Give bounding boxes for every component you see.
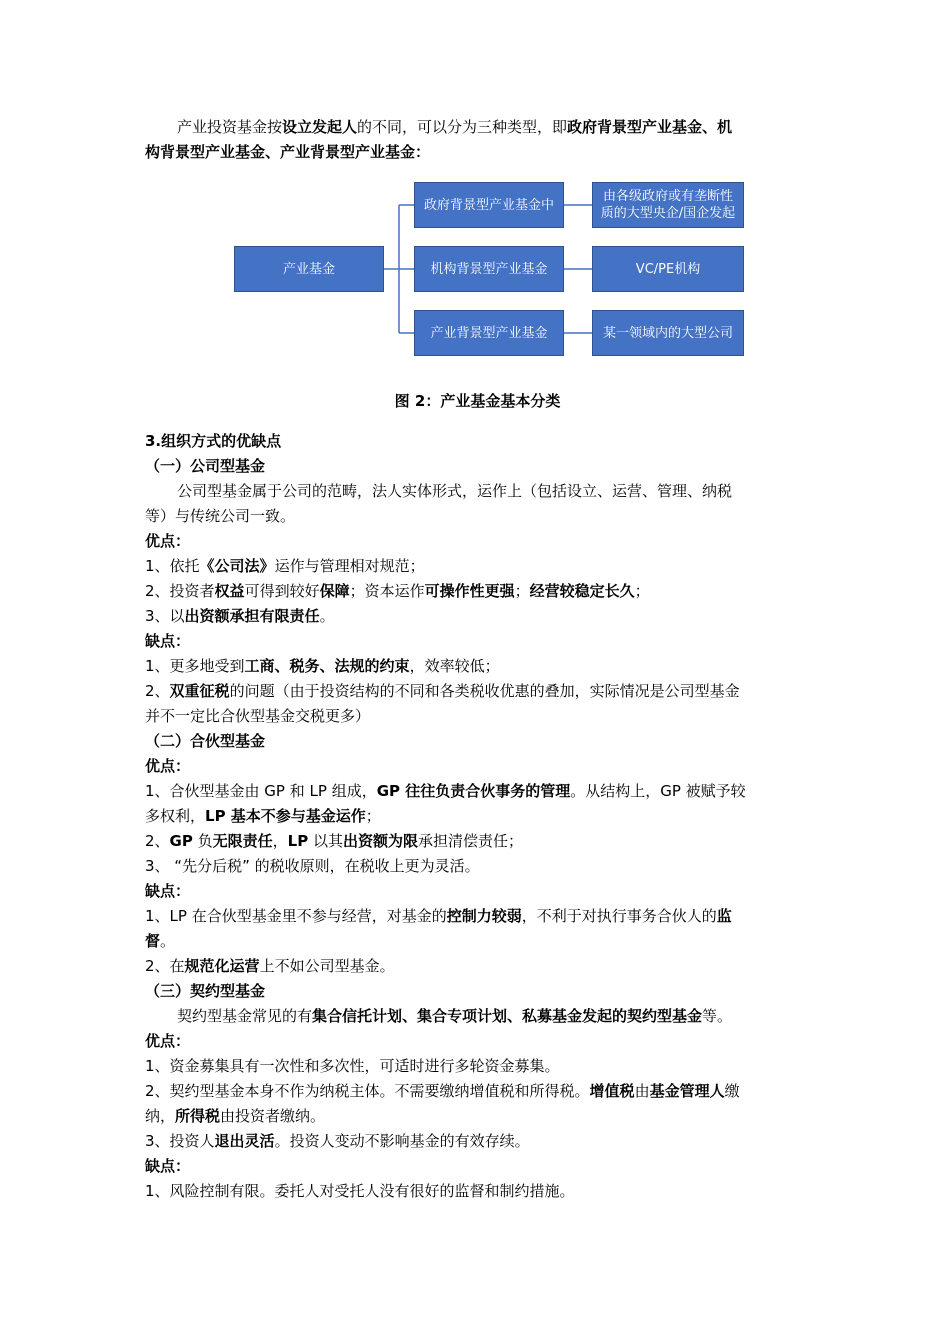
text: 运作与管理相对规范； [274, 557, 425, 575]
text: ； [514, 582, 530, 600]
cons-label: 缺点： [145, 1157, 191, 1175]
text: 的问题（由于投资结构的不同和各类税收优惠的叠加，实际情况是公司型基金 [229, 682, 740, 700]
cons-label: 缺点： [145, 882, 191, 900]
section-heading: 3.组织方式的优缺点 [145, 432, 282, 450]
pros-label: 优点： [145, 1032, 191, 1050]
text: 产业投资基金按 [177, 118, 283, 136]
text: 2、在 [145, 957, 185, 975]
list-item [145, 679, 810, 704]
text: 1、LP 在合伙型基金里不参与经营，对基金的 [145, 907, 447, 925]
text: 上不如公司型基金。 [259, 957, 395, 975]
right-box-government [592, 182, 744, 228]
bold-text: 退出灵活 [214, 1132, 275, 1150]
cons-label: 缺点： [145, 632, 191, 650]
text: 等。 [702, 1007, 733, 1025]
list-item [145, 554, 810, 579]
list-item [145, 904, 810, 929]
text: 1、合伙型基金由 GP 和 LP 组成， [145, 782, 377, 800]
bold-text: 出资额承担有限责任 [184, 607, 320, 625]
paragraph: 等）与传统公司一致。 [145, 507, 296, 525]
list-item [145, 829, 810, 854]
right-box-vcpe: VC/PE机构 [592, 246, 744, 292]
text: 由 [634, 1082, 650, 1100]
figure-caption: 图 2：产业基金基本分类 [394, 392, 561, 410]
text: 2、 [145, 682, 170, 700]
bold-text: 权益 [214, 582, 245, 600]
subsection-heading: （二）合伙型基金 [145, 732, 266, 750]
list-item [145, 954, 810, 979]
bold-text: 保障 [319, 582, 350, 600]
text: 多权利， [145, 807, 206, 825]
bold-text: 基金管理人 [649, 1082, 725, 1100]
text: 可得到较好 [244, 582, 320, 600]
list-item-cont [145, 804, 810, 829]
paragraph [145, 1004, 810, 1029]
bold-text: 督 [145, 932, 161, 950]
bold-text: 控制力较弱 [446, 907, 522, 925]
subsection-heading: （三）契约型基金 [145, 982, 266, 1000]
bold-text: LP 基本不参与基金运作 [205, 807, 366, 825]
text: 由投资者缴纳。 [220, 1107, 326, 1125]
bold-text: 《公司法》 [199, 557, 275, 575]
text: 。投资人变动不影响基金的有效存续。 [274, 1132, 530, 1150]
list-item-cont [145, 1104, 810, 1129]
bold-text: 集合信托计划、集合专项计划、私募基金发起的契约型基金 [312, 1007, 703, 1025]
mid-box-industry: 产业背景型产业基金 [414, 310, 564, 356]
text: 1、更多地受到 [145, 657, 245, 675]
text: 2、契约型基金本身不作为纳税主体。不需要缴纳增值税和所得税。 [145, 1082, 590, 1100]
bold-text: 所得税 [175, 1107, 221, 1125]
bold-text: 监 [716, 907, 732, 925]
bold-text: GP [169, 832, 193, 850]
paragraph: 公司型基金属于公司的范畴，法人实体形式，运作上（包括设立、运营、管理、纳税 [177, 482, 733, 500]
intro-paragraph [145, 115, 810, 140]
bold-text: 可操作性更强 [424, 582, 515, 600]
list-item [145, 1129, 810, 1154]
text: 。 [319, 607, 335, 625]
list-item [145, 1079, 810, 1104]
bold-text: 出资额为限 [343, 832, 419, 850]
text: 。 [160, 932, 176, 950]
text: 3、投资人 [145, 1132, 215, 1150]
text: 纳， [145, 1107, 176, 1125]
text: ；资本运作 [349, 582, 425, 600]
fund-classification-diagram [145, 177, 810, 387]
text: 承担清偿责任； [418, 832, 524, 850]
text: ，不利于对执行事务合伙人的 [521, 907, 717, 925]
bold-text: 工商、税务、法规的约束 [244, 657, 410, 675]
bold-text: 增值税 [589, 1082, 635, 1100]
bold-text: 规范化运营 [184, 957, 260, 975]
list-item-cont: 并不一定比合伙型基金交税更多） [145, 707, 371, 725]
pros-label: 优点： [145, 757, 191, 775]
document-page [145, 115, 810, 1204]
text: ； [365, 807, 381, 825]
text: 缴 [724, 1082, 740, 1100]
pros-label: 优点： [145, 532, 191, 550]
list-item [145, 604, 810, 629]
subsection-heading: （一）公司型基金 [145, 457, 266, 475]
text: 的不同，可以分为三种类型，即 [357, 118, 568, 136]
text: 2、投资者 [145, 582, 215, 600]
text: ， [272, 832, 288, 850]
box-line: 由各级政府或有垄断性 [602, 189, 733, 204]
intro-paragraph-cont: 构背景型产业基金、产业背景型产业基金： [145, 143, 431, 161]
list-item [145, 654, 810, 679]
root-box: 产业基金 [234, 246, 384, 292]
bold-text: 无限责任 [212, 832, 273, 850]
list-item [145, 579, 810, 604]
list-item: 1、资金募集具有一次性和多次性，可适时进行多轮资金募集。 [145, 1057, 560, 1075]
list-item-cont [145, 929, 810, 954]
bold-text: GP 往往负责合伙事务的管理 [376, 782, 571, 800]
mid-box-government: 政府背景型产业基金中 [414, 182, 564, 228]
list-item: 1、风险控制有限。委托人对受托人没有很好的监督和制约措施。 [145, 1182, 575, 1200]
text: 2、 [145, 832, 170, 850]
text: 以其 [308, 832, 344, 850]
text: 1、依托 [145, 557, 200, 575]
text: 契约型基金常见的有 [177, 1007, 313, 1025]
box-line: 质的大型央企/国企发起 [600, 206, 736, 221]
right-box-company: 某一领域内的大型公司 [592, 310, 744, 356]
text: 3、以 [145, 607, 185, 625]
mid-box-institution: 机构背景型产业基金 [414, 246, 564, 292]
bold-text: 政府背景型产业基金、机 [567, 118, 733, 136]
text: ； [634, 582, 650, 600]
list-item: 3、 “先分后税” 的税收原则，在税收上更为灵活。 [145, 857, 480, 875]
bold-text: 设立发起人 [282, 118, 358, 136]
text: ，效率较低； [409, 657, 500, 675]
text: 。从结构上，GP 被赋予较 [570, 782, 746, 800]
text: 负 [192, 832, 213, 850]
bold-text: 经营较稳定长久 [529, 582, 635, 600]
bold-text: LP [287, 832, 309, 850]
list-item [145, 779, 810, 804]
bold-text: 双重征税 [169, 682, 230, 700]
